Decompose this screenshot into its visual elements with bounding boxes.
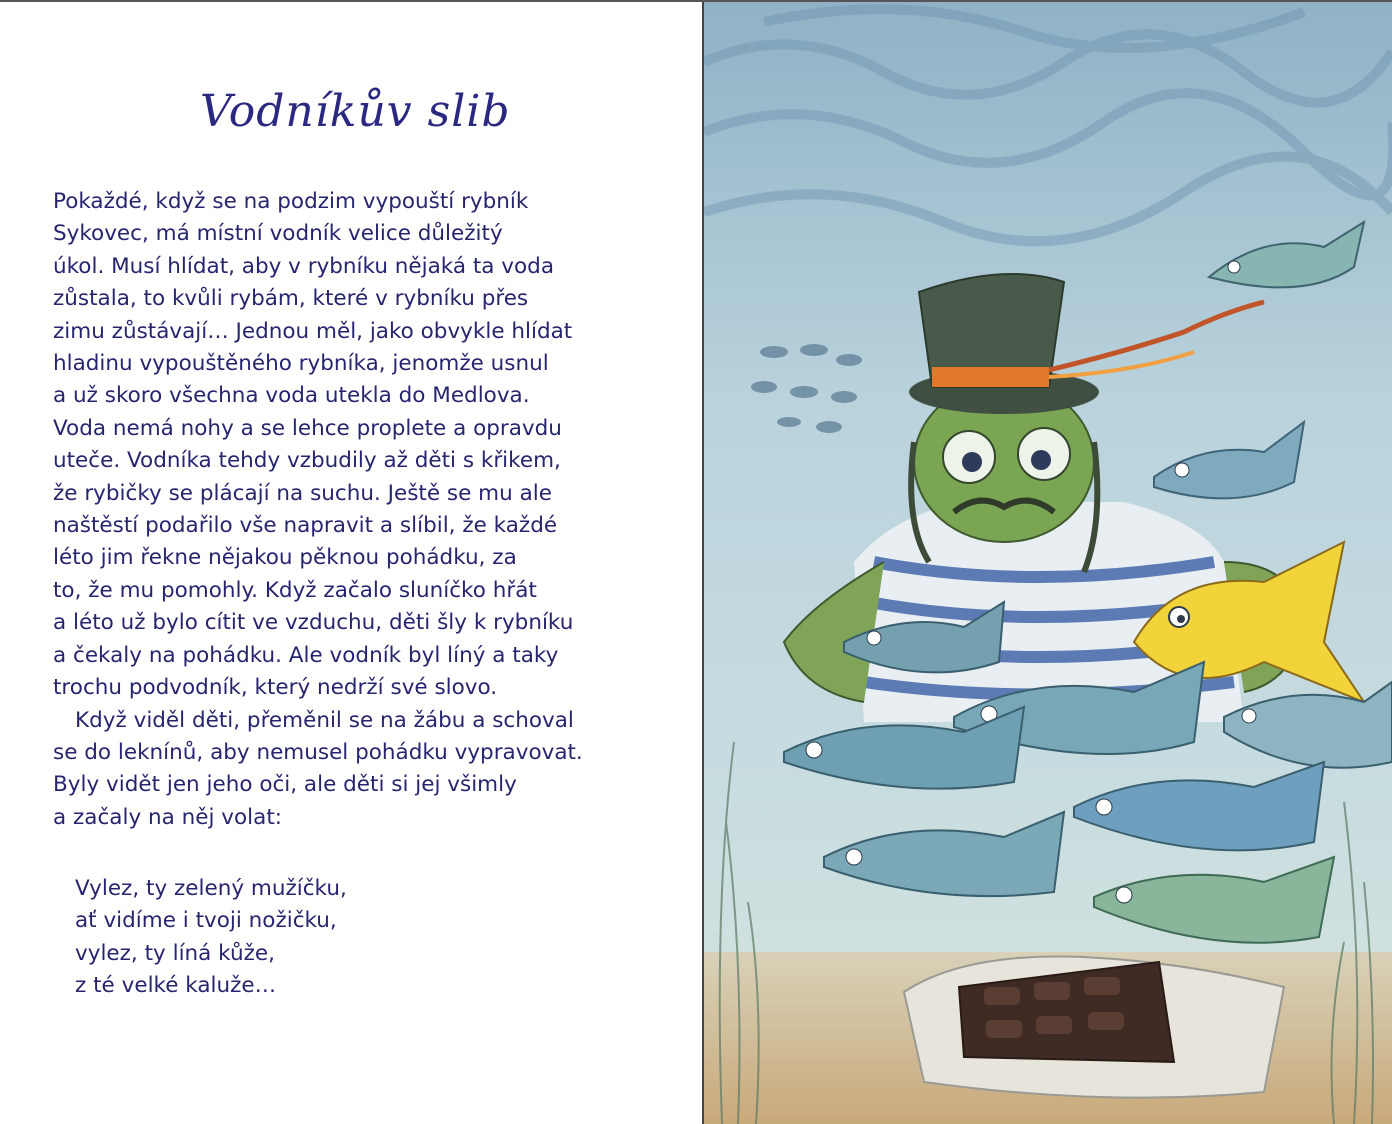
verse-line: Vylez, ty zelený mužíčku, bbox=[75, 876, 347, 901]
paragraph-1 bbox=[53, 186, 693, 705]
text-line: úkol. Musí hlídat, aby v rybníku nějaká ta voda bbox=[53, 253, 555, 279]
story-body bbox=[53, 186, 693, 834]
text-line: naštěstí podařilo vše napravit a slíbil, že každé bbox=[53, 513, 558, 539]
text-line: Sykovec, má místní vodník velice důležitý bbox=[53, 221, 503, 247]
text-line: zimu zůstávají… Jednou měl, jako obvykle hlídat bbox=[53, 318, 573, 344]
text-line: a čekaly na pohádku. Ale vodník byl líný a taky bbox=[53, 642, 559, 668]
text-line: zůstala, to kvůli rybám, které v rybníku přes bbox=[53, 286, 529, 312]
text-line: a léto už bylo cítit ve vzduchu, děti šly k rybníku bbox=[53, 610, 574, 636]
verse-line: vylez, ty líná kůže, bbox=[75, 940, 275, 966]
text-line: Pokaždé, když se na podzim vypouští rybník bbox=[53, 189, 529, 214]
verse-line: ať vidíme i tvoji nožičku, bbox=[75, 908, 337, 934]
rhyme-verse bbox=[75, 873, 347, 1003]
water-goblin-illustration bbox=[704, 2, 1392, 1124]
paragraph-2 bbox=[53, 705, 693, 835]
text-line: že rybičky se plácají na suchu. Ještě se mu ale bbox=[53, 480, 552, 506]
text-line: Byly vidět jen jeho oči, ale děti si jej všimly bbox=[53, 772, 517, 798]
text-line: trochu podvodník, který nedrží své slovo. bbox=[53, 675, 498, 701]
verse-line: z té velké kaluže… bbox=[75, 973, 277, 999]
text-line: to, že mu pomohly. Když začalo sluníčko hřát bbox=[53, 577, 537, 603]
text-line: Voda nemá nohy a se lehce proplete a opravdu bbox=[53, 415, 562, 441]
text-line: léto jim řekne nějakou pěknou pohádku, za bbox=[53, 545, 517, 571]
text-line: a už skoro všechna voda utekla do Medlova. bbox=[53, 383, 530, 409]
text-page bbox=[0, 2, 702, 1124]
chocolate-bar bbox=[904, 956, 1284, 1097]
text-line: se do leknínů, aby nemusel pohádku vypravovat. bbox=[53, 739, 583, 765]
text-line: Když viděl děti, přeměnil se na žábu a schoval bbox=[75, 707, 574, 733]
text-line: uteče. Vodníka tehdy vzbudily až děti s křikem, bbox=[53, 448, 561, 474]
story-title: Vodníkův slib bbox=[200, 86, 511, 137]
text-line: a začaly na něj volat: bbox=[53, 804, 282, 830]
book-spread bbox=[0, 2, 1392, 1124]
text-line: hladinu vypouštěného rybníka, jenomže usnul bbox=[53, 351, 549, 377]
illustration-page bbox=[704, 2, 1392, 1124]
